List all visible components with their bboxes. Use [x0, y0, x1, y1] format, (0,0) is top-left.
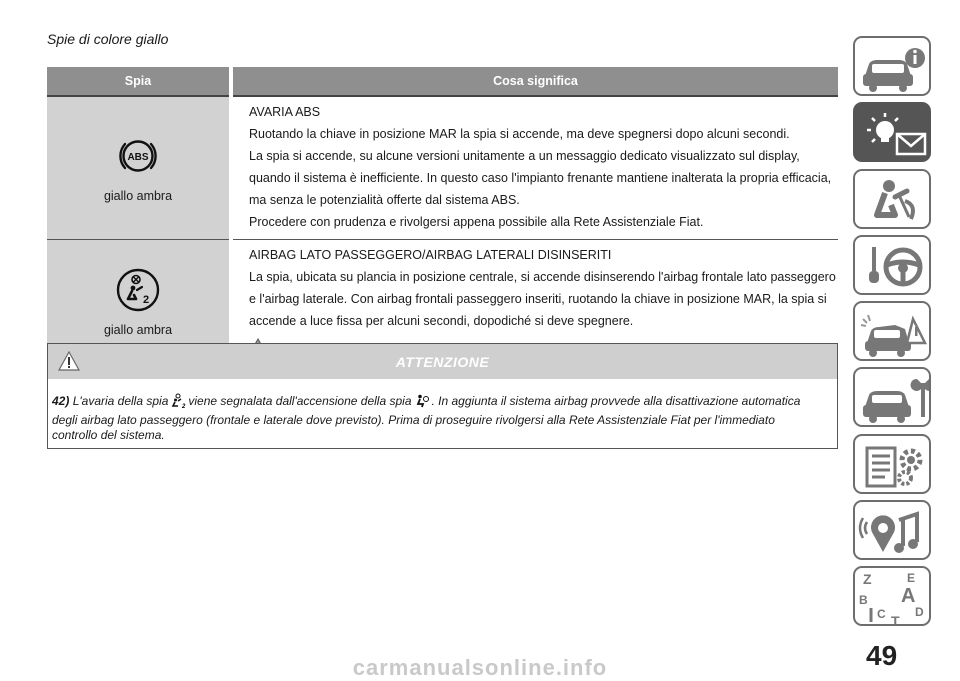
svg-text:ABS: ABS: [127, 151, 149, 163]
airbag-off-warning-light-icon: [170, 393, 186, 413]
svg-text:2: 2: [182, 404, 186, 409]
index-letter: E: [907, 571, 916, 585]
index-letter: B: [859, 593, 868, 607]
description-line: La spia, ubicata su plancia in posizione centrale, si accende disinserendo l'airbag frontale lato passeggero: [249, 270, 836, 284]
light-title: AIRBAG LATO PASSEGGERO/AIRBAG LATERALI DISINSERITI: [249, 248, 612, 262]
attention-title: ATTENZIONE: [395, 354, 490, 370]
tab-index[interactable]: [853, 566, 931, 626]
airbag-warning-light-icon: [414, 393, 430, 413]
attention-text-part: . In aggiunta il sistema airbag provvede alla disattivazione automatica: [431, 394, 801, 408]
index-letter: Z: [863, 571, 872, 587]
index-letter: C: [877, 607, 886, 621]
description-line: accende a luce fissa per alcuni secondi, dopodiché si deve spegnere.: [249, 314, 634, 328]
attention-text-part: L'avaria della spia: [72, 394, 169, 408]
tab-maintenance[interactable]: [853, 367, 931, 427]
description-line: Procedere con prudenza e rivolgersi appena possibile alla Rete Assistenziale Fiat.: [249, 215, 704, 229]
spia-color-label: giallo ambra: [103, 188, 173, 203]
tab-emergency[interactable]: [853, 301, 931, 361]
description-line: Ruotando la chiave in posizione MAR la spia si accende, ma deve spegnersi dopo alcuni secondi.: [249, 127, 790, 141]
watermark: carmanualsonline.info: [352, 655, 608, 680]
meaning-cell: [231, 97, 838, 240]
attention-ref: 42): [52, 394, 70, 408]
airbag-off-warning-light-icon: [116, 268, 160, 315]
attention-header: [48, 344, 837, 379]
section-title: Spie di colore giallo: [47, 31, 169, 47]
spia-color-label: giallo ambra: [103, 322, 173, 337]
column-header-spia: Spia: [47, 67, 231, 96]
attention-text-part: viene segnalata dall'accensione della spia: [188, 394, 412, 408]
tab-multimedia[interactable]: [853, 500, 931, 560]
description-line: ma senza le potenzialità offerte dal sistema ABS.: [249, 193, 520, 207]
svg-text:2: 2: [142, 293, 150, 306]
attention-text: [48, 379, 837, 443]
index-letter: T: [891, 613, 900, 628]
attention-text-line: degli airbag lato passeggero (frontale e laterale dove previsto). Prima di proseguire rivolgersi alla Rete Assistenziale Fiat per l'immediato: [52, 413, 775, 427]
description-line: e l'airbag laterale. Con airbag frontali passeggero inseriti, ruotando la chiave in posizione MAR, la spia si: [249, 292, 827, 306]
light-title: AVARIA ABS: [249, 105, 321, 119]
warning-lights-table: [47, 67, 838, 365]
index-letter: D: [915, 605, 924, 619]
page-number: 49: [866, 640, 898, 671]
tab-warning-lights[interactable]: [853, 102, 931, 162]
column-header-meaning: Cosa significa: [231, 67, 838, 96]
description-line: La spia si accende, su alcune versioni unitamente a un messaggio dedicato visualizzato sul display,: [249, 149, 800, 163]
table-row: [47, 97, 838, 240]
tab-technical-data[interactable]: [853, 434, 931, 494]
tab-starting-driving[interactable]: [853, 235, 931, 295]
tab-safety[interactable]: [853, 169, 931, 229]
attention-box: [47, 343, 838, 449]
abs-warning-light-icon: [116, 134, 160, 181]
tab-car-info[interactable]: [853, 36, 931, 96]
index-letter: A: [901, 585, 916, 607]
attention-text-line: controllo del sistema.: [52, 428, 165, 442]
spia-cell: [47, 97, 231, 240]
description-line: quando il sistema è inefficiente. In questo caso l'impianto frenante mantiene inalterata la propria efficacia,: [249, 171, 832, 185]
